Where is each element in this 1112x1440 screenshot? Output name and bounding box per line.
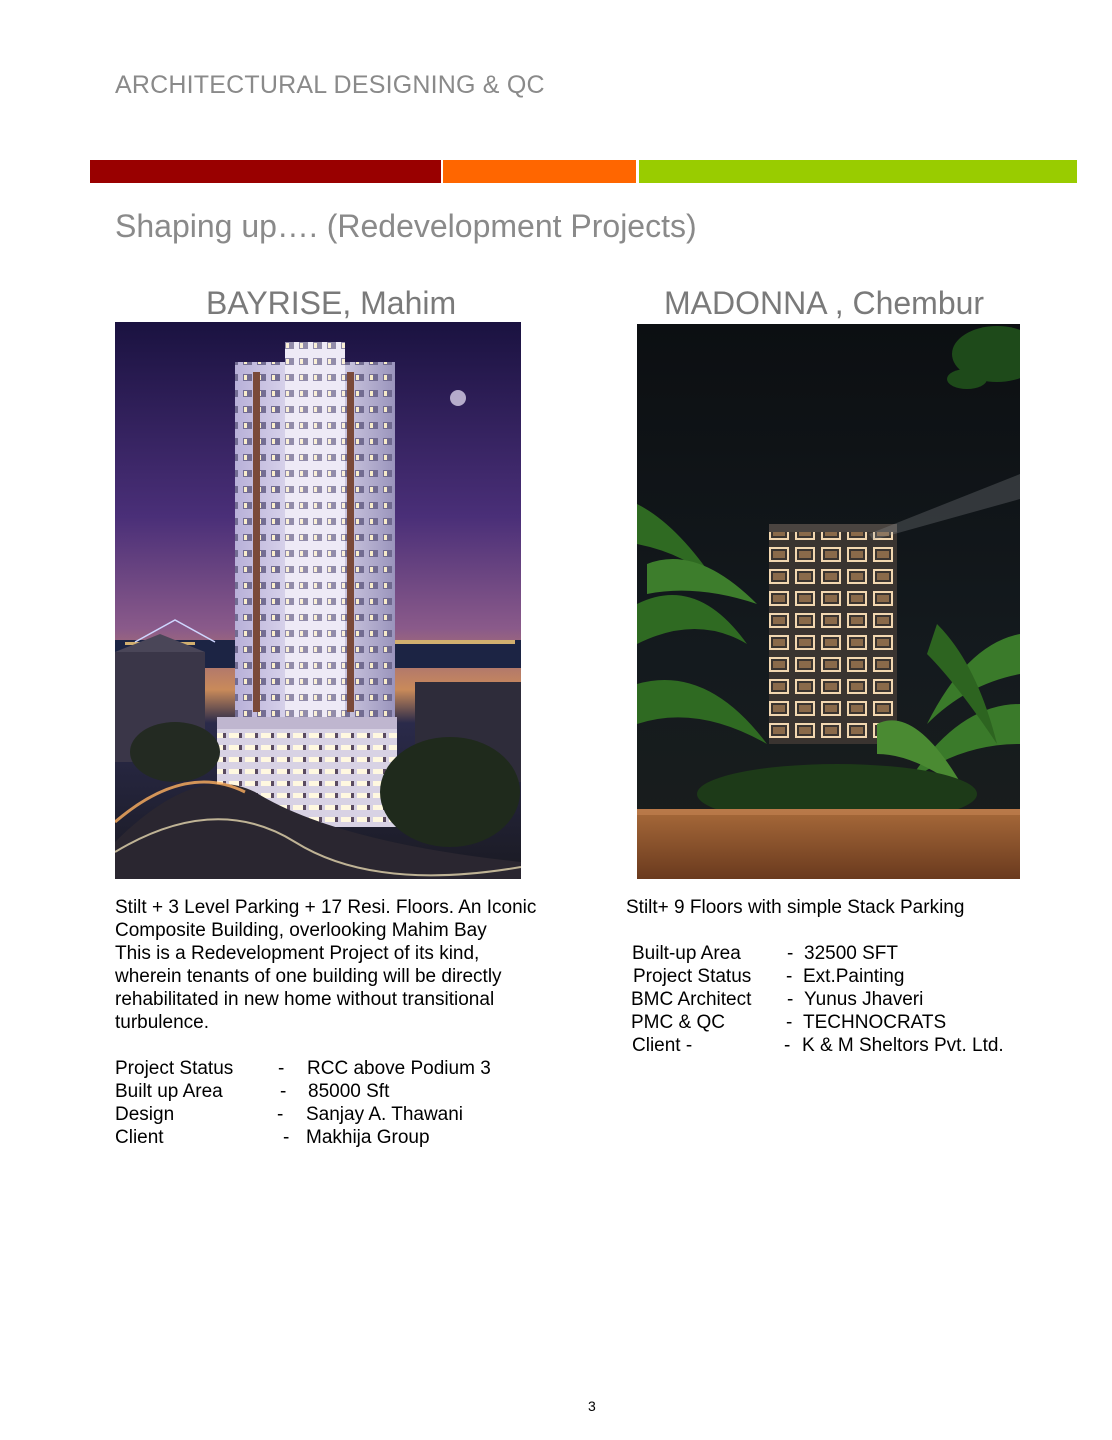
project-a-description-line: wherein tenants of one building will be directly bbox=[115, 966, 502, 987]
project-a-title: BAYRISE, Mahim bbox=[206, 285, 457, 321]
detail-value: Sanjay A. Thawani bbox=[306, 1104, 464, 1125]
header-band-green bbox=[639, 160, 1077, 183]
detail-label: Built up Area bbox=[115, 1081, 223, 1102]
detail-dash: - bbox=[786, 1012, 793, 1033]
project-a-description-line: rehabilitated in new home without transitional bbox=[115, 989, 495, 1010]
detail-label: BMC Architect bbox=[631, 989, 752, 1010]
detail-value: TECHNOCRATS bbox=[803, 1012, 947, 1033]
detail-label: Client bbox=[115, 1127, 164, 1148]
detail-dash: - bbox=[784, 1035, 791, 1056]
project-b-photo bbox=[637, 324, 1020, 879]
header-band-red bbox=[90, 160, 441, 183]
detail-value: 32500 SFT bbox=[804, 943, 898, 964]
detail-dash: - bbox=[280, 1081, 287, 1102]
detail-label: Client - bbox=[632, 1035, 693, 1056]
project-b-title: MADONNA , Chembur bbox=[664, 285, 985, 321]
detail-value: Makhija Group bbox=[306, 1127, 430, 1148]
project-a-description-line: Composite Building, overlooking Mahim Bay bbox=[115, 920, 487, 941]
detail-dash: - bbox=[786, 966, 793, 987]
project-a-photo bbox=[115, 322, 521, 879]
detail-label: Project Status bbox=[633, 966, 752, 987]
detail-dash: - bbox=[787, 989, 794, 1010]
project-a-description-line: turbulence. bbox=[115, 1012, 210, 1033]
project-a-description bbox=[115, 896, 536, 1034]
project-a-description-line: Stilt + 3 Level Parking + 17 Resi. Floors. An Iconic bbox=[115, 897, 537, 918]
project-a-description-line: This is a Redevelopment Project of its kind, bbox=[115, 943, 480, 964]
detail-dash: - bbox=[278, 1058, 285, 1079]
section-title: Shaping up…. (Redevelopment Projects) bbox=[115, 208, 697, 244]
detail-value: Ext.Painting bbox=[803, 966, 905, 987]
detail-label: Built-up Area bbox=[632, 943, 741, 964]
detail-label: PMC & QC bbox=[631, 1012, 725, 1033]
detail-value: Yunus Jhaveri bbox=[804, 989, 924, 1010]
header-title: ARCHITECTURAL DESIGNING & QC bbox=[115, 71, 545, 99]
page-number: 3 bbox=[588, 1398, 596, 1414]
detail-value: 85000 Sft bbox=[308, 1081, 390, 1102]
detail-value: K & M Sheltors Pvt. Ltd. bbox=[802, 1035, 1004, 1056]
project-b-description: Stilt+ 9 Floors with simple Stack Parking bbox=[626, 897, 965, 918]
detail-label: Design bbox=[115, 1104, 175, 1125]
detail-dash: - bbox=[787, 943, 794, 964]
detail-dash: - bbox=[277, 1104, 284, 1125]
detail-value: RCC above Podium 3 bbox=[307, 1058, 491, 1079]
detail-label: Project Status bbox=[115, 1058, 234, 1079]
detail-dash: - bbox=[283, 1127, 290, 1148]
header-band-orange bbox=[443, 160, 636, 183]
